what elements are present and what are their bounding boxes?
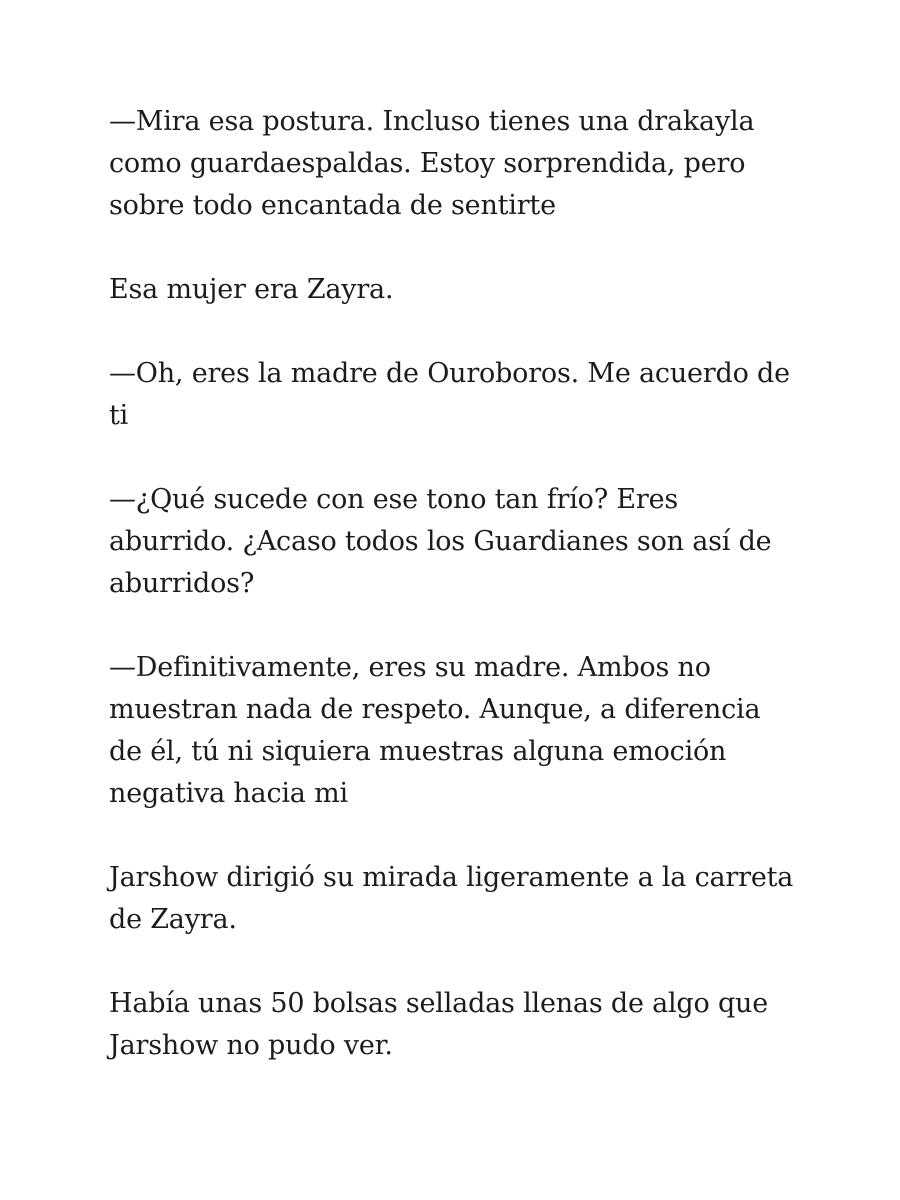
paragraph-narration-zayra: Esa mujer era Zayra. xyxy=(109,274,394,305)
paragraph-dialogue-zayra-greeting: —Mira esa postura. Incluso tienes una drakayla como guardaespaldas. Estoy sorprendida, pero sobre todo encantada de sentirte xyxy=(109,106,755,221)
story-text xyxy=(109,101,799,1067)
paragraph-dialogue-zayra-boring: —¿Qué sucede con ese tono tan frío? Eres aburrido. ¿Acaso todos los Guardianes son así de aburridos? xyxy=(109,484,772,599)
paragraph-narration-bags: Había unas 50 bolsas selladas llenas de algo que Jarshow no pudo ver. xyxy=(109,988,769,1061)
paragraph-dialogue-jarshow-remember: —Oh, eres la madre de Ouroboros. Me acuerdo de ti xyxy=(109,358,790,431)
paragraph-dialogue-jarshow-respect: —Definitivamente, eres su madre. Ambos no muestran nada de respeto. Aunque, a diferencia de él, tú ni siquiera muestras alguna emoción negativa hacia mi xyxy=(109,652,761,809)
paragraph-narration-cart: Jarshow dirigió su mirada ligeramente a la carreta de Zayra. xyxy=(109,862,794,935)
